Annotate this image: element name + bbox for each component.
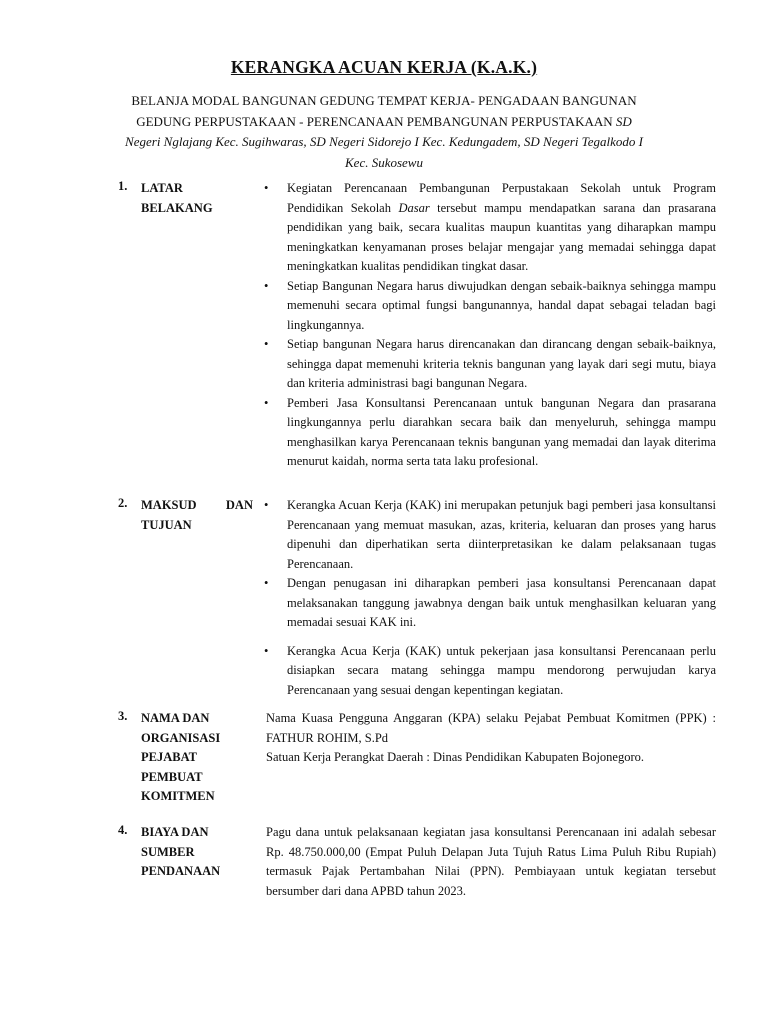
spacer	[266, 633, 716, 642]
list-item: • Setiap bangunan Negara harus direncanakan dan dirancang dengan sebaik-baiknya, sehingga dapat memenuhi kriteria teknis bangunan yang layak dari segi mutu, biaya dan kriteria administrasi bagi bangunan Negara.	[264, 337, 716, 390]
section-number: 2.	[118, 496, 128, 510]
list-item: • Kerangka Acua Kerja (KAK) untuk pekerjaan jasa konsultansi Perencanaan perlu disiapkan secara matang sehingga mampu mendorong perwujudan karya Perencanaan yang sesuai dengan kepentingan kegiatan.	[264, 643, 716, 697]
bullet-icon: •	[264, 278, 269, 293]
bullet-icon: •	[264, 576, 269, 590]
list-item: • Kegiatan Perencanaan Pembangunan Perpustakaan Sekolah untuk Program Pendidikan Sekolah Dasar tersebut mampu mendapatkan sarana dan prasarana pendidikan yang baik, secara kualitas maupun kuantitas yang diharapkan mampu meningkatkan kenyamanan proses belajar mengajar yang memadai sehingga dapat meningkatkan kualitas pendidikan tingkat dasar.	[264, 181, 716, 273]
bullet-icon: •	[264, 643, 269, 658]
section-number: 4.	[118, 823, 128, 837]
bullet-icon: •	[264, 395, 269, 410]
subtitle-schools: SD Negeri Nglajang Kec. Sugihwaras, SD Negeri Sidorejo I Kec. Kedungadem, SD Negeri Tegalkodo I Kec. Sukosewu	[125, 113, 643, 170]
section-label: BIAYA DAN SUMBER PENDANAAN	[141, 825, 221, 878]
section-body	[266, 709, 716, 768]
list-item: • Setiap Bangunan Negara harus diwujudkan dengan sebaik-baiknya sehingga mampu memenuhi secara optimal fungsi bangunannya, handal dapat sebagai teladan bagi lingkungannya.	[264, 278, 716, 332]
list-item: • Kerangka Acuan Kerja (KAK) ini merupakan petunjuk bagi pemberi jasa konsultansi Perencanaan yang memuat masukan, azas, kriteria, keluaran dan proses yang harus dipenuhi dan diperhatikan serta diinterpretasikan ke dalam pelaksanaan tugas Perencanaan.	[264, 498, 716, 571]
bullet-icon: •	[264, 498, 269, 512]
section-body	[266, 179, 716, 472]
document-title: KERANGKA ACUAN KERJA (K.A.K.)	[230, 57, 538, 77]
subtitle-main: BELANJA MODAL BANGUNAN GEDUNG TEMPAT KERJA- PENGADAAN BANGUNAN GEDUNG PERPUSTAKAAN - PERENCANAAN PEMBANGUNAN PERPUSTAKAAN	[131, 93, 637, 129]
bullet-icon: •	[264, 181, 269, 195]
section-label: LATAR BELAKANG	[141, 181, 213, 215]
section-number: 1.	[118, 179, 128, 193]
list-item: • Pemberi Jasa Konsultansi Perencanaan untuk bangunan Negara dan prasarana lingkungannya perlu diarahkan secara baik dan menyeluruh, sehingga mampu menghasilkan karya Perencanaan teknis bangunan yang memadai dan layak diterima menurut kaidah, norma serta tata laku profesional.	[264, 395, 716, 468]
paragraph: Nama Kuasa Pengguna Anggaran (KPA) selaku Pejabat Pembuat Komitmen (PPK) : FATHUR ROHIM, S.Pd	[266, 711, 716, 745]
paragraph: Pagu dana untuk pelaksanaan kegiatan jasa konsultansi Perencanaan ini adalah sebesar Rp. 48.750.000,00 (Empat Puluh Delapan Juta Tujuh Ratus Lima Puluh Ribu Rupiah) termasuk Pajak Pertambahan Nilai (PPN). Pembiayaan untuk kegiatan tersebut bersumber dari dana APBD tahun 2023.	[266, 825, 716, 898]
section-number: 3.	[118, 709, 128, 723]
section-label: NAMA DAN ORGANISASI PEJABAT PEMBUAT KOMITMEN	[141, 711, 221, 803]
section-body	[266, 496, 716, 700]
paragraph: Satuan Kerja Perangkat Daerah : Dinas Pendidikan Kabupaten Bojonegoro.	[266, 750, 645, 764]
list-item: • Dengan penugasan ini diharapkan pemberi jasa konsultansi Perencanaan dapat melaksanakan tanggung jawabnya dengan baik untuk menghasilkan keluaran yang memadai sesuai KAK ini.	[264, 576, 716, 629]
document-subtitle	[118, 91, 650, 173]
section-label: MAKSUD DAN TUJUAN	[141, 498, 253, 532]
section-body	[266, 823, 716, 901]
bullet-icon: •	[264, 337, 269, 351]
